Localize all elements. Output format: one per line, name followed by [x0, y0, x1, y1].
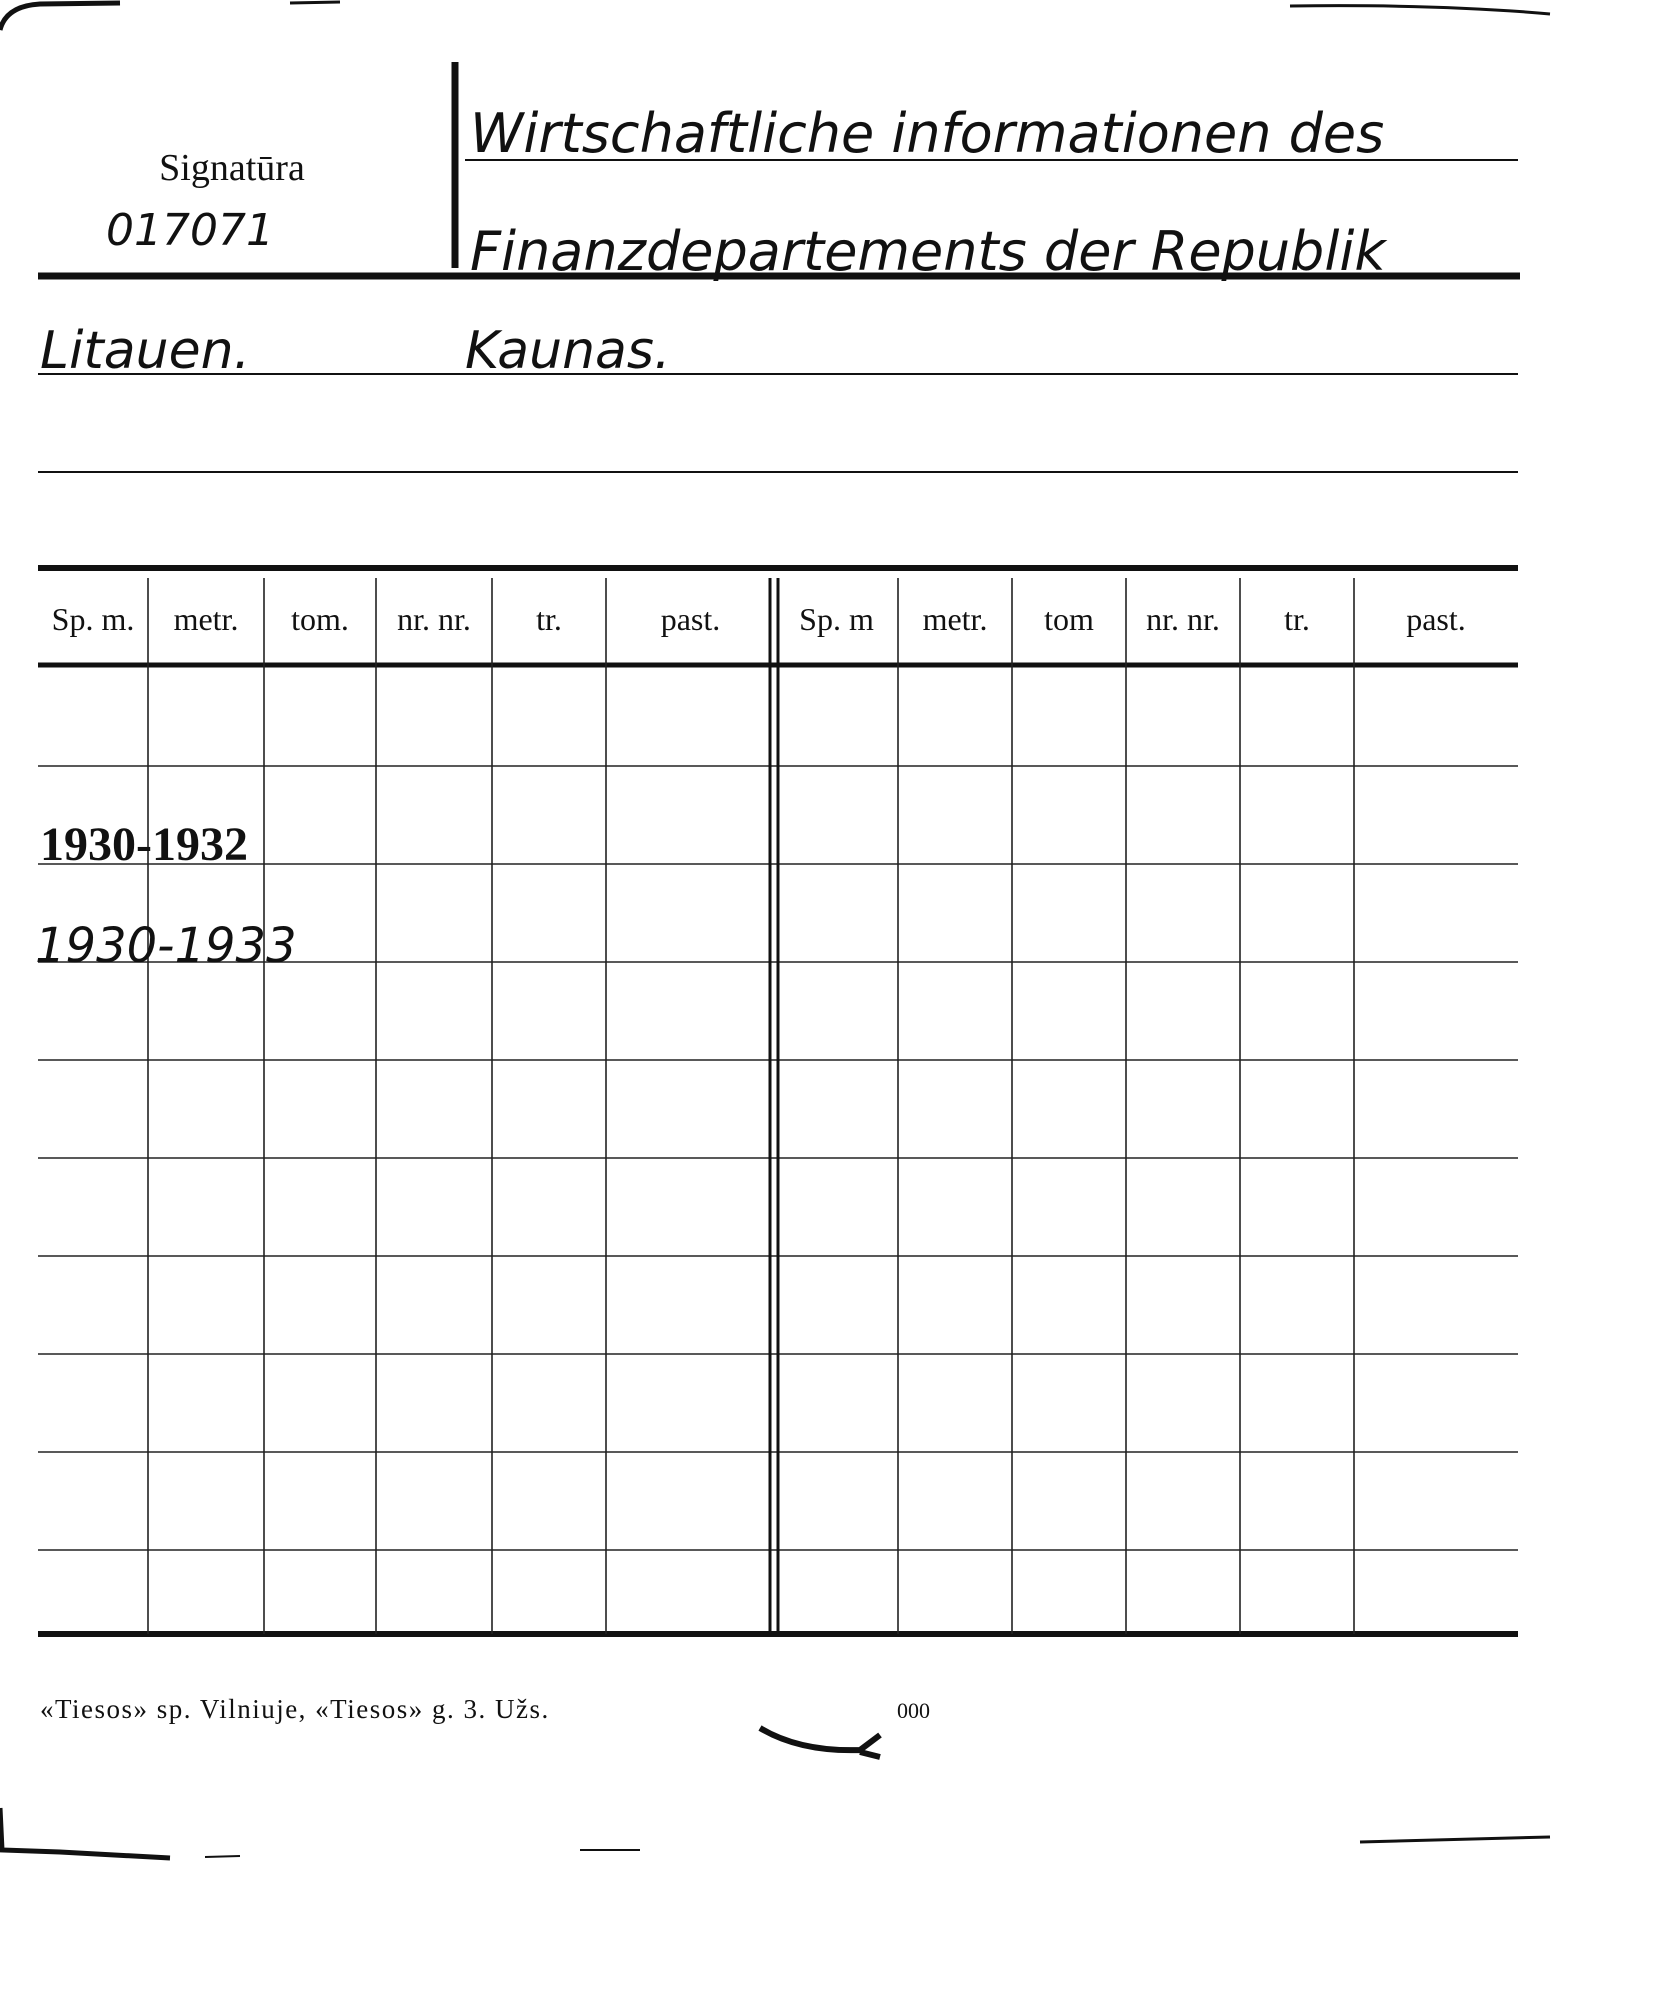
- ink-smudge: [760, 1728, 880, 1757]
- table-header-cell: Sp. m.: [51, 601, 135, 637]
- title-line-2: Finanzdepartements der Republik: [470, 220, 1386, 283]
- table-header-cell: metr.: [922, 601, 988, 637]
- table-header-cell: nr. nr.: [397, 601, 471, 637]
- title-line-3-left: Litauen.: [40, 321, 251, 381]
- signature-number: 017071: [106, 205, 274, 256]
- signature-label: Signatūra: [159, 147, 305, 189]
- table-header-cell: past.: [660, 601, 721, 637]
- table-header-cell: tr.: [536, 601, 562, 637]
- table-header-cell: Sp. m: [799, 601, 874, 637]
- title-line-1: Wirtschaftliche informationen des: [470, 102, 1385, 165]
- table-header-cell: metr.: [173, 601, 239, 637]
- table-header-cell: tom.: [291, 601, 349, 637]
- holdings-table: [38, 568, 1518, 1634]
- table-header-cell: tr.: [1284, 601, 1310, 637]
- table-header-cell: tom: [1044, 601, 1094, 637]
- table-header-cell: past.: [1406, 601, 1466, 637]
- table-entry-2: 1930-1933: [35, 918, 297, 974]
- table-entry-1: 1930-1932: [40, 818, 248, 871]
- title-line-3-right: Kaunas.: [465, 321, 671, 381]
- table-header-cell: nr. nr.: [1146, 601, 1220, 637]
- printer-imprint-end: 000: [897, 1698, 930, 1723]
- printer-imprint: «Tiesos» sp. Vilniuje, «Tiesos» g. 3. Užs.: [40, 1694, 550, 1724]
